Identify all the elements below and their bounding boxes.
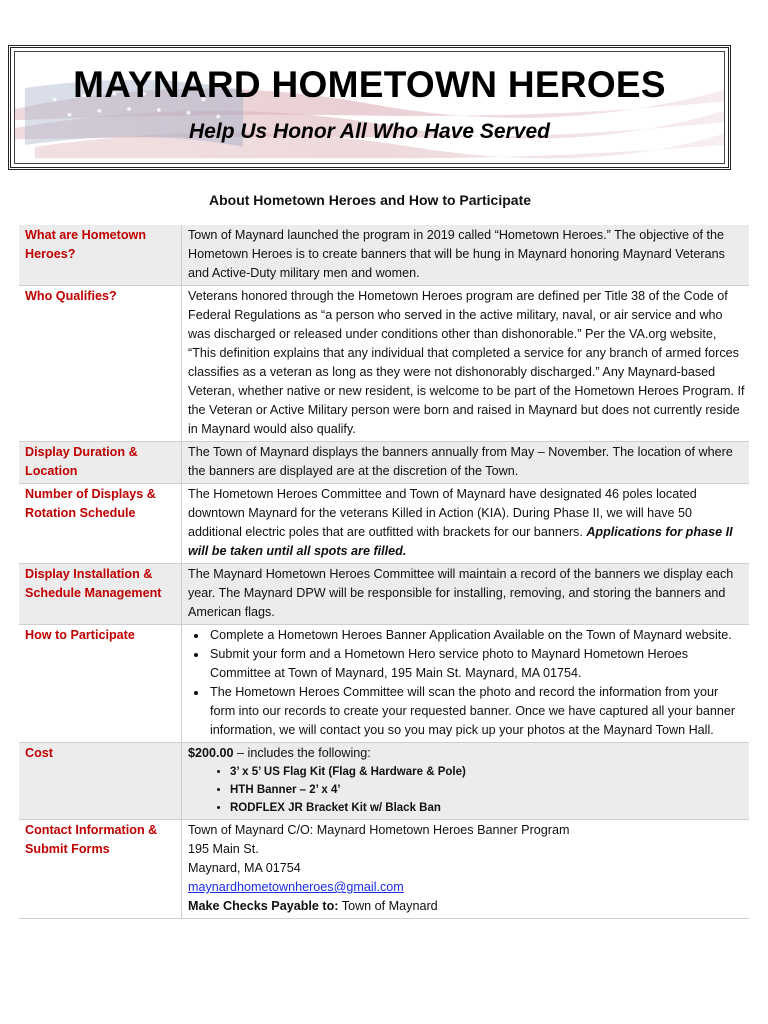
- row-label-participate: How to Participate: [19, 625, 182, 743]
- banner-title: MAYNARD HOMETOWN HEROES: [73, 64, 666, 105]
- list-item: • HTH Banner – 2’ x 4’: [230, 781, 745, 799]
- table-row: [19, 564, 749, 625]
- table-row: [19, 442, 749, 484]
- row-label-duration: Display Duration & Location: [19, 442, 182, 484]
- row-label-who: Who Qualifies?: [19, 286, 182, 442]
- table-row: [19, 286, 749, 442]
- list-item: • Complete a Hometown Heroes Banner Application Available on the Town of Maynard website.: [208, 626, 745, 645]
- row-text-duration: The Town of Maynard displays the banners annually from May – November. The location of where the banners are displayed are at the discretion of the Town.: [182, 442, 750, 484]
- contact-line-2: 195 Main St.: [188, 842, 259, 856]
- row-text-install: The Maynard Hometown Heroes Committee will maintain a record of the banners we display each year. The Maynard DPW will be responsible for installing, removing, and storing the banners and American flags.: [182, 564, 750, 625]
- cost-intro: – includes the following:: [233, 746, 371, 760]
- row-text-what: Town of Maynard launched the program in 2019 called “Hometown Heroes.” The objective of the Hometown Heroes is to create banners that will be hung in Maynard honoring Maynard Veterans and Active-Duty military men and women.: [182, 225, 750, 286]
- header-banner: [8, 45, 731, 170]
- checks-label: Make Checks Payable to:: [188, 899, 339, 913]
- checks-payable-line: [188, 897, 745, 916]
- list-item: • RODFLEX JR Bracket Kit w/ Black Ban: [230, 799, 745, 817]
- row-label-install: Display Installation & Schedule Management: [19, 564, 182, 625]
- section-heading: About Hometown Heroes and How to Participate: [208, 192, 532, 208]
- contact-line-1: Town of Maynard C/O: Maynard Hometown Heroes Banner Program: [188, 823, 570, 837]
- row-text-number: The Hometown Heroes Committee and Town of Maynard have designated 46 poles located downtown Maynard for the veterans Killed in Action (KIA). During Phase II, we will have 50 additional electric poles that are outfitted with brackets for our banners.: [188, 487, 697, 539]
- contact-email-link[interactable]: maynardhometownheroes@gmail.com: [188, 880, 404, 894]
- table-row: [19, 225, 749, 286]
- row-label-cost: Cost: [19, 743, 182, 820]
- row-text-who: Veterans honored through the Hometown Heroes program are defined per Title 38 of the Code of Federal Regulations as “a person who served in the active military, naval, or air service and who was discharged or released under conditions other than dishonorable.” Per the VA.org website, “This definition explains that any individual that completed a service for any branch of armed forces classifies as a veteran as long as they were not dishonorably discharged.” Any Maynard-based Veteran, whether native or new resident, is welcome to be part of the Hometown Heroes Program. If the Veteran or Active Military person were born and raised in Maynard but does not currently reside in Maynard would also qualify.: [182, 286, 750, 442]
- table-row: [19, 625, 749, 743]
- cost-price: $200.00: [188, 746, 234, 760]
- row-cell-participate: [182, 625, 750, 743]
- row-label-number: Number of Displays & Rotation Schedule: [19, 484, 182, 564]
- list-item: • The Hometown Heroes Committee will scan the photo and record the information from your form into our records to create your requested banner. Once we have captured all your banner information, we will contact you so you may pick up your photos at the Maynard Town Hall.: [208, 683, 745, 740]
- table-row: [19, 820, 749, 919]
- table-row: [19, 484, 749, 564]
- banner-subtitle: Help Us Honor All Who Have Served: [189, 120, 550, 143]
- contact-line-3: Maynard, MA 01754: [188, 861, 301, 875]
- checks-value: Town of Maynard: [338, 899, 438, 913]
- table-row: [19, 743, 749, 820]
- participate-list: [188, 626, 745, 740]
- cost-items-list: [188, 763, 745, 817]
- row-cell-number: [182, 484, 750, 564]
- info-table: [19, 225, 749, 919]
- row-label-contact: Contact Information & Submit Forms: [19, 820, 182, 919]
- row-label-what: What are Hometown Heroes?: [19, 225, 182, 286]
- row-cell-contact: [182, 820, 750, 919]
- list-item: • Submit your form and a Hometown Hero service photo to Maynard Hometown Heroes Committee at Town of Maynard, 195 Main St. Maynard, MA 01754.: [208, 645, 745, 683]
- phase-two-note: Applications for phase II will be taken until all spots are filled.: [188, 525, 733, 558]
- row-cell-cost: [182, 743, 750, 820]
- list-item: • 3’ x 5’ US Flag Kit (Flag & Hardware & Pole): [230, 763, 745, 781]
